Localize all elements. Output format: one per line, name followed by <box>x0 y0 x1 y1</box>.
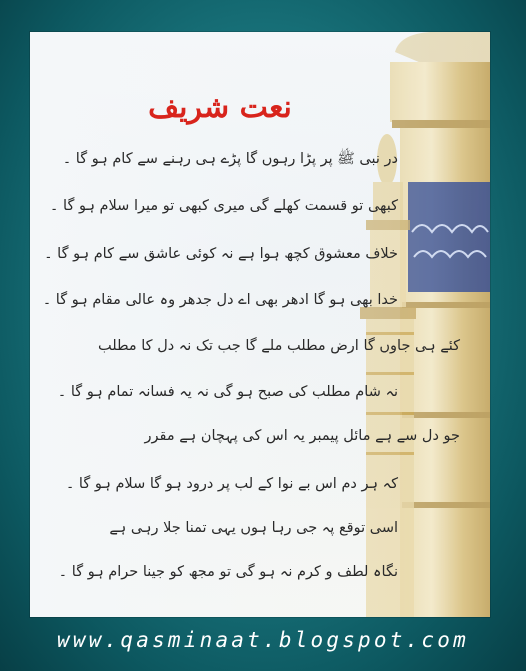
verse-line: نہ شام مطلب کی صبح ہو گی نہ یہ فسانہ تمام ہو گا ۔ <box>57 384 398 400</box>
footer-url[interactable]: www.qasminaat.blogspot.com <box>57 628 469 652</box>
verse-line: کبھی تو قسمت کھلے گی میری کبھی تو میرا سلام ہو گا ۔ <box>49 198 398 214</box>
verse-line: جو دل سے ہے مائل پیمبر یہ اس کی پہچان ہے مقرر <box>144 428 460 444</box>
verse-line: کئے ہی جاوں گا ارض مطلب ملے گا جب تک نہ دل کا مطلب <box>97 338 460 354</box>
verse-line: خلاف معشوق کچھ ہوا ہے نہ کوئی عاشق سے کام ہو گا ۔ <box>44 246 398 262</box>
verse-line: خدا بھی ہو گا ادھر بھی اے دل جدھر وہ عالی مقام ہو گا ۔ <box>42 292 398 308</box>
verse-line: اسی توقع پہ جی رہا ہوں یہی تمنا جلا رہی ہے <box>109 520 398 536</box>
verse-line: در نبی ﷺ پر پڑا رہوں گا پڑے ہی رہنے سے کام ہو گا ۔ <box>62 151 398 167</box>
poem-panel <box>30 32 490 617</box>
poem-title: نعت شریف <box>148 90 292 125</box>
verse-line: کہ ہر دم اس بے نوا کے لب پر درود ہو گا سلام ہو گا ۔ <box>65 476 398 492</box>
poem-verses <box>30 32 490 617</box>
verse-line: نگاہ لطف و کرم نہ ہو گی تو مجھ کو جینا حرام ہو گا ۔ <box>58 564 398 580</box>
